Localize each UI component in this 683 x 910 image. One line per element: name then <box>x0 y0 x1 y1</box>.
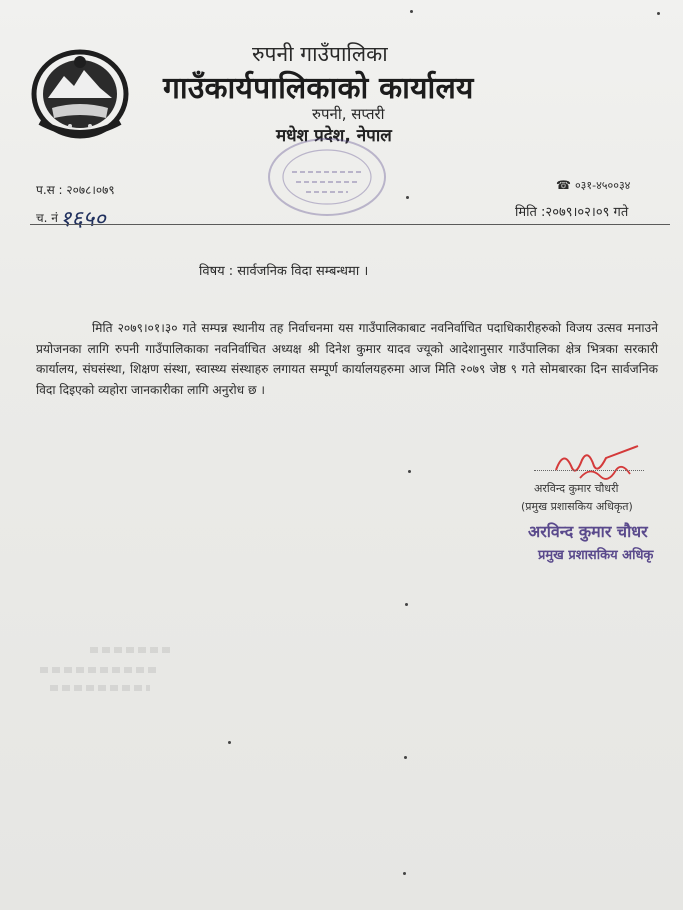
dispatch-number-handwritten: १६५० <box>59 207 106 232</box>
stamp-name: अरविन्द कुमार चौधर <box>528 522 648 541</box>
signatory-name: अरविन्द कुमार चौधरी <box>534 482 619 495</box>
nepal-government-emblem-icon <box>30 48 130 140</box>
paper-speck <box>403 872 406 875</box>
paper-speck <box>405 603 408 606</box>
office-title: गाउँकार्यपालिकाको कार्यालय <box>163 71 474 106</box>
office-phone <box>556 178 630 193</box>
dispatch-label: च. नं <box>36 211 58 225</box>
office-seal-stamp <box>262 134 392 220</box>
letter-date: मिति :२०७९।०२।०९ गते <box>515 205 629 220</box>
paper-speck <box>408 470 411 473</box>
paper-speck <box>404 756 407 759</box>
header-divider <box>30 224 670 225</box>
telephone-icon: ☎ <box>556 178 571 192</box>
stamp-title: प्रमुख प्रशासकिय अधिकृ <box>538 548 654 563</box>
paper-speck <box>657 12 660 15</box>
paper-speck <box>406 196 409 199</box>
signatory-title: (प्रमुख प्रशासकिय अधिकृत) <box>521 500 633 513</box>
reference-number: प.स : २०७८।०७९ <box>36 183 115 197</box>
paper-speck <box>228 741 231 744</box>
letter-body: मिति २०७९।०१।३० गते सम्पन्न स्थानीय तह निर्वाचनमा यस गाउँपालिकाबाट नवनिर्वाचित पदाधिकारीहरुको विजय उत्सव मनाउने प्रयोजनका लागि रुपनी गाउँपालिकाका नवनिर्वाचित अध्यक्ष श्री दिनेश कुमार यादव ज्यूको आदेशानुसार गाउँपालिका क्षेत्र भित्रका सरकारी कार्यालय, संघसंस्था, शिक्षण संस्था, स्वास्थ्य संस्थाहरु लगायत सम्पूर्ण कार्यालयहरुमा आज मिति २०७९ जेष्ठ ९ गते सोमबारका दिन सार्वजनिक विदा दिइएको व्यहोरा जानकारीका लागि अनुरोध छ । <box>36 321 658 397</box>
signature-line <box>534 470 644 471</box>
province-country: मधेश प्रदेश, नेपाल <box>276 126 392 146</box>
municipality-name: रुपनी गाउँपालिका <box>252 42 388 66</box>
office-address: रुपनी, सप्तरी <box>312 105 385 123</box>
paper-speck <box>410 10 413 13</box>
phone-number: ०३१-४५००३४ <box>574 179 631 192</box>
dispatch-number <box>36 203 106 233</box>
faint-bleed-through <box>40 640 180 710</box>
letter-subject: विषय : सार्वजनिक विदा सम्बन्धमा । <box>199 264 369 279</box>
